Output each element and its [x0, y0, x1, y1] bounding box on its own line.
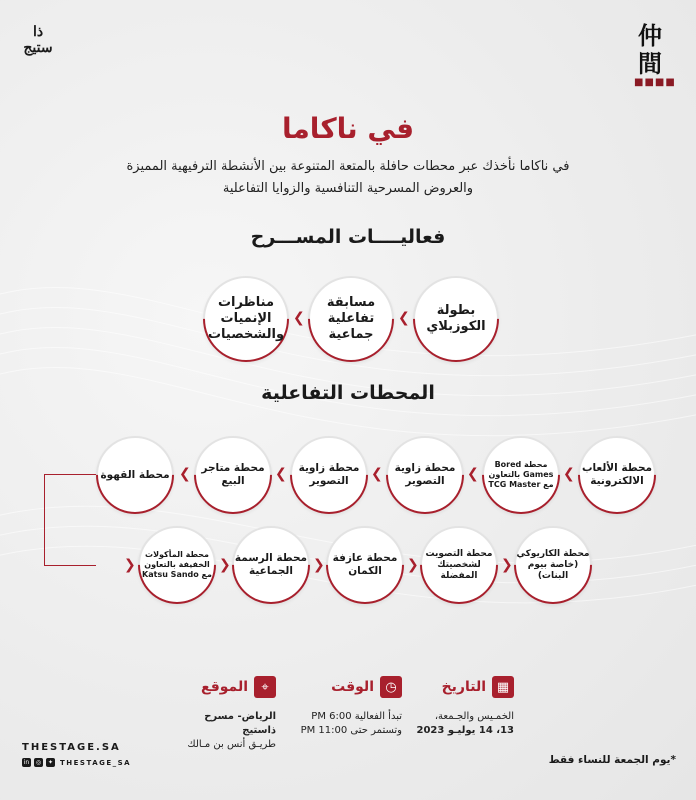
time-line1: تبدأ الفعالية 6:00 PM — [311, 711, 402, 722]
station-label: محطة عازفة الكمان — [332, 552, 398, 577]
location-info — [176, 676, 276, 752]
calendar-icon: ▦ — [492, 676, 514, 698]
kanji-1: 仲 — [638, 21, 662, 50]
station-label: محطة زاوية التصوير — [298, 462, 360, 487]
location-label: الموقع — [201, 679, 248, 695]
arrow-left-icon: ❮ — [275, 466, 287, 482]
footer-brand: THESTAGE.SA — [22, 742, 121, 753]
time-label: الوقت — [331, 679, 374, 695]
date-label: التاريخ — [441, 679, 486, 695]
station-item — [96, 436, 174, 514]
station-label: محطة الرسمة الجماعية — [234, 552, 308, 577]
page-title: في ناكاما — [281, 112, 415, 145]
arrow-right-icon: ❯ — [219, 557, 231, 573]
stations-heading: المحطات التفاعلية — [261, 382, 435, 404]
date-info — [414, 676, 514, 738]
station-item — [138, 526, 216, 604]
flow-connector — [44, 474, 96, 566]
date-line1: الخمـيس والجـمعة، — [434, 711, 514, 722]
stage-item-label: مسابقة تفاعلية جماعية — [326, 295, 376, 342]
intro-text: في ناكاما نأخذك عبر محطات حافلة بالمتعة المتنوعة بين الأنشطة الترفيهية المميزة والعروض المسرحية التنافسية والزوايا التفاعلية — [126, 159, 570, 196]
date-line2: 13، 14 يوليـو 2023 — [416, 725, 514, 736]
arrow-left-icon: ❮ — [563, 466, 575, 482]
location-line2: طريـق أنس بن مـالك — [187, 739, 276, 750]
location-pin-icon: ⌖ — [254, 676, 276, 698]
clock-icon: ◷ — [380, 676, 402, 698]
arrow-left-icon: ❮ — [467, 466, 479, 482]
station-item — [326, 526, 404, 604]
station-item — [420, 526, 498, 604]
station-label: محطة الألعاب الالكترونية — [581, 462, 653, 487]
station-item — [514, 526, 592, 604]
footnote: *يوم الجمعة للنساء فقط — [548, 754, 676, 766]
station-label: محطة المأكولات الخفيفة بالتعاون مع Katsu Sando — [142, 550, 212, 579]
linkedin-icon[interactable]: in — [23, 759, 30, 766]
social-handle: THESTAGE_SA — [60, 758, 132, 767]
stage-item — [203, 276, 289, 362]
station-item — [232, 526, 310, 604]
arrow-left-icon: ❮ — [371, 466, 383, 482]
station-item — [386, 436, 464, 514]
arrow-right-icon: ❯ — [407, 557, 419, 573]
thestage-logo — [20, 24, 56, 60]
instagram-icon[interactable]: ◎ — [35, 759, 42, 766]
station-item — [194, 436, 272, 514]
station-label: محطة التصويت لشخصيتك المفضلة — [425, 548, 493, 581]
stage-item — [308, 276, 394, 362]
logo-text: ذا ستيج — [23, 24, 53, 56]
kanji-2: 間 — [638, 49, 662, 78]
station-item — [482, 436, 560, 514]
stage-events-heading: فعاليــــات المســـرح — [250, 226, 446, 248]
arrow-right-icon: ❯ — [313, 557, 325, 573]
station-label: محطة Bored Games بالتعاون مع TCG Master — [488, 460, 554, 489]
social-links — [22, 758, 131, 767]
station-label: محطة متاجر البيع — [201, 462, 265, 487]
arrow-left-icon: ❮ — [398, 310, 410, 326]
time-line2: وتستمر حتى 11:00 PM — [300, 725, 402, 736]
twitter-icon[interactable]: ✦ — [47, 759, 54, 766]
station-label: محطة زاوية التصوير — [394, 462, 456, 487]
nakama-logo — [634, 21, 676, 88]
arrow-right-icon: ❯ — [501, 557, 513, 573]
arrow-right-icon: ❯ — [124, 557, 136, 573]
station-item — [578, 436, 656, 514]
stage-item-label: بطولة الكوزبلاي — [426, 303, 486, 334]
stage-item — [413, 276, 499, 362]
station-item — [290, 436, 368, 514]
location-line1: الرياض- مسرح ذاستيج — [204, 711, 276, 736]
stage-item-label: مناظرات الإنميات والشخصيات — [207, 295, 285, 342]
station-label: محطة الكاريوكي (خاصة بيوم البنات) — [516, 548, 590, 581]
arrow-left-icon: ❮ — [179, 466, 191, 482]
time-info — [292, 676, 402, 738]
arrow-left-icon: ❮ — [293, 310, 305, 326]
station-label: محطة القهوة — [100, 468, 170, 481]
logo-mark: ■■■■ — [634, 77, 676, 88]
